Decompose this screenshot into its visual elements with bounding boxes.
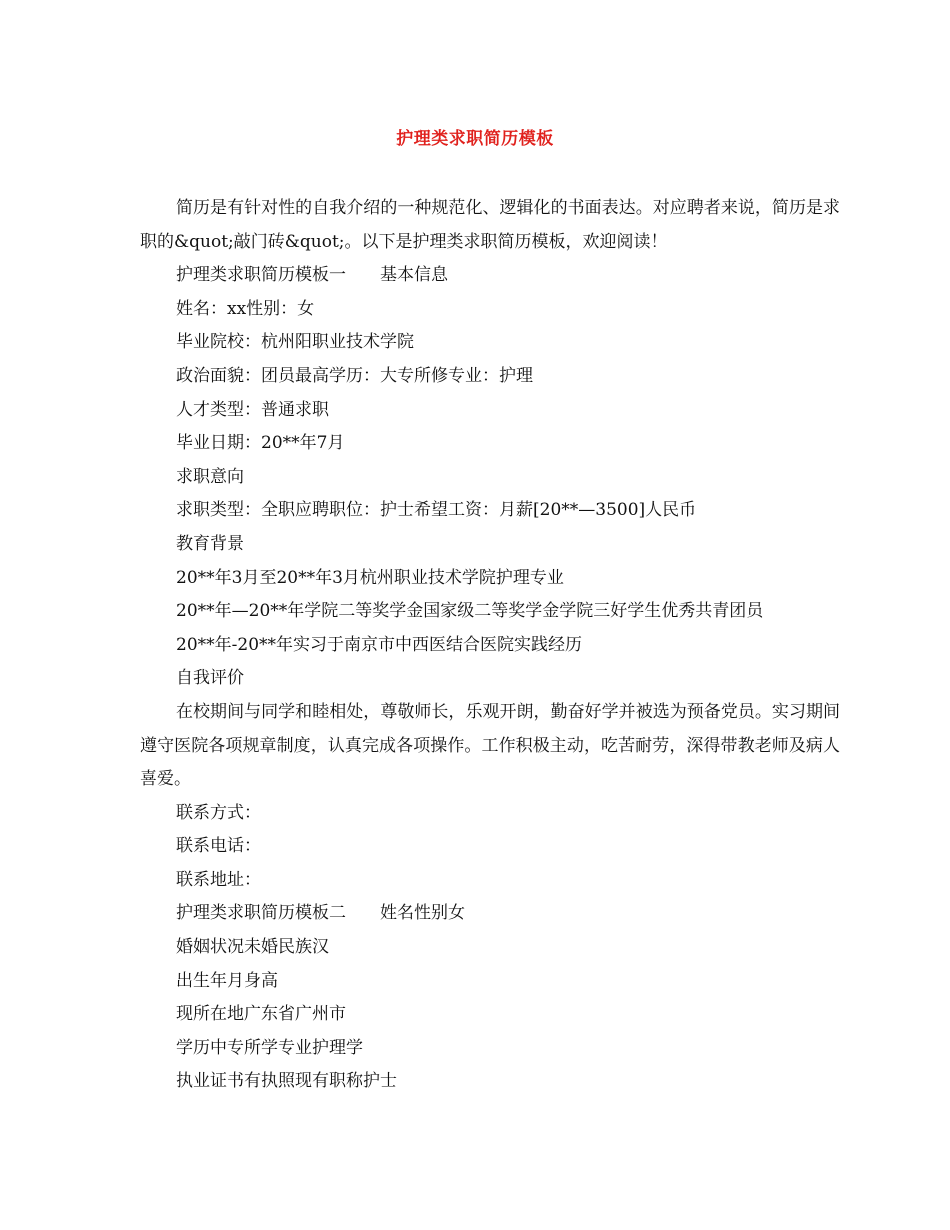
document-body <box>140 192 840 1099</box>
intro-paragraph: 简历是有针对性的自我介绍的一种规范化、逻辑化的书面表达。对应聘者来说，简历是求职的&quot;敲门砖&quot;。以下是护理类求职简历模板，欢迎阅读！ <box>140 198 840 252</box>
talent-type-line: 人才类型：普通求职 <box>176 399 329 420</box>
job-intention-heading: 求职意向 <box>176 466 244 487</box>
location-line: 现所在地广东省广州市 <box>176 1004 346 1025</box>
self-evaluation-heading: 自我评价 <box>176 668 244 689</box>
contact-heading: 联系方式： <box>176 802 261 823</box>
education-major-line: 学历中专所学专业护理学 <box>176 1037 363 1058</box>
template-two-heading: 护理类求职简历模板二 姓名性别女 <box>176 903 465 924</box>
name-gender-line: 姓名：xx性别：女 <box>176 298 315 319</box>
awards-line: 20**年—20**年学院二等奖学金国家级二等奖学金学院三好学生优秀共青团员 <box>176 601 764 622</box>
template-one-heading: 护理类求职简历模板一 基本信息 <box>176 265 448 286</box>
political-education-line: 政治面貌：团员最高学历：大专所修专业：护理 <box>176 365 533 386</box>
job-type-line: 求职类型：全职应聘职位：护士希望工资：月薪[20**—3500]人民币 <box>176 500 697 521</box>
birth-height-line: 出生年月身高 <box>176 970 278 991</box>
certificate-title-line: 执业证书有执照现有职称护士 <box>176 1071 397 1092</box>
self-evaluation-paragraph: 在校期间与同学和睦相处，尊敬师长，乐观开朗，勤奋好学并被选为预备党员。实习期间遵守医院各项规章制度，认真完成各项操作。工作积极主动，吃苦耐劳，深得带教老师及病人喜爱。 <box>140 701 840 790</box>
contact-phone-line: 联系电话： <box>176 836 261 857</box>
school-line: 毕业院校：杭州阳职业技术学院 <box>176 332 414 353</box>
education-heading: 教育背景 <box>176 533 244 554</box>
internship-line: 20**年-20**年实习于南京市中西医结合医院实践经历 <box>176 634 583 655</box>
education-line: 20**年3月至20**年3月杭州职业技术学院护理专业 <box>176 567 564 588</box>
graduation-date-line: 毕业日期：20**年7月 <box>176 433 345 454</box>
contact-address-line: 联系地址： <box>176 869 261 890</box>
document-title: 护理类求职简历模板 <box>396 129 554 149</box>
marital-ethnicity-line: 婚姻状况未婚民族汉 <box>176 937 329 958</box>
